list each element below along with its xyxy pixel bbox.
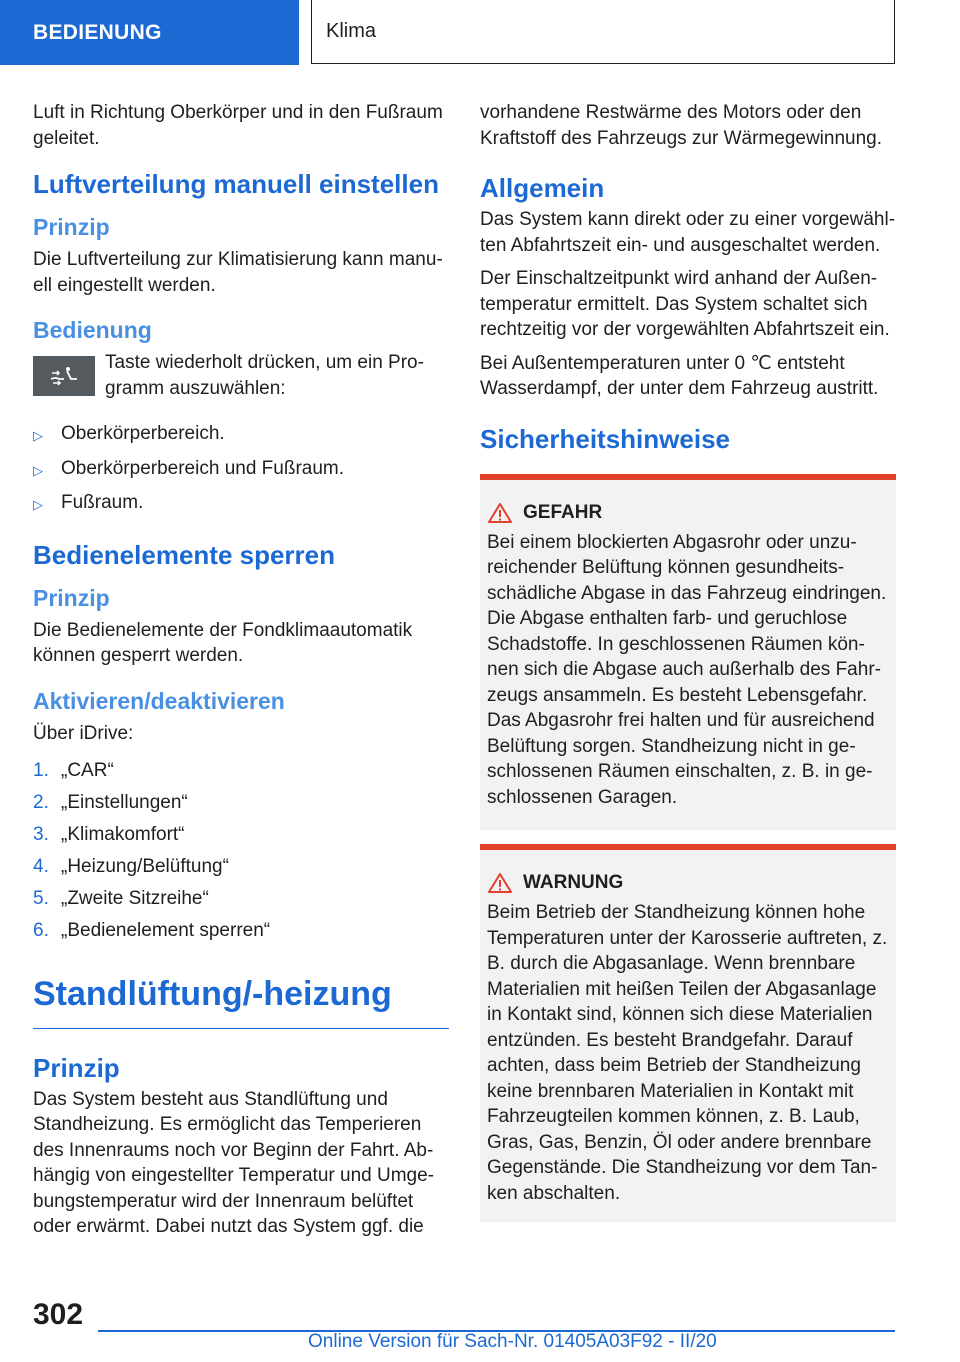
main-heading: Standlüftung/-heizung <box>33 974 449 1029</box>
footer-version: Online Version für Sach-Nr. 01405A03F92 - II/20 <box>308 1331 717 1352</box>
left-column <box>33 100 449 1248</box>
subheading: Aktivieren/deaktivieren <box>33 687 285 714</box>
warning-triangle-icon <box>487 502 513 524</box>
heading: Prinzip <box>33 1052 120 1083</box>
program-list <box>33 421 449 518</box>
operation-row <box>33 350 449 401</box>
paragraph: Über iDrive: <box>33 722 134 744</box>
danger-text: Bei einem blockierten Abgasrohr oder unzureichender Belüftung können gesundheitsschädliche Abgase in das Fahrzeug eindringen. Die Abgase enthalten farb- und geruchlose Schadstoffe. In geschlossenen Räumen können sich die Abgase auch außerhalb des Fahrzeugs ansammeln. Es besteht Lebensgefahr. Das Abgasrohr frei halten und für ausreichend Belüftung sorgen. Standheizung nicht in geschlossenen Räumen einschalten, z. B. in geschlossenen Garagen. <box>487 531 887 808</box>
list-item: 1. „CAR“ <box>33 760 114 781</box>
section-tab: BEDIENUNG <box>0 0 299 65</box>
danger-label: GEFAHR <box>523 501 603 523</box>
list-item: ▷ Oberkörperbereich und Fußraum. <box>33 456 449 484</box>
list-item: 2. „Einstellungen“ <box>33 792 188 813</box>
list-item: ▷ Oberkörperbereich. <box>33 421 449 449</box>
air-distribution-button-icon <box>33 356 95 396</box>
list-item: 3. „Klimakomfort“ <box>33 824 185 845</box>
heading: Luftverteilung manuell einstellen <box>33 169 439 199</box>
paragraph: vorhandene Restwärme des Motors oder den Kraftstoff des Fahrzeugs zur Wärmegewinnung. <box>480 102 883 149</box>
list-item: ▷ Fußraum. <box>33 490 449 518</box>
page-number: 302 <box>33 1298 84 1331</box>
warning-box <box>480 844 896 1222</box>
list-item: 4. „Heizung/Belüftung“ <box>33 856 229 877</box>
heading: Sicherheitshinweise <box>480 423 730 454</box>
triangle-bullet-icon: ▷ <box>33 462 43 478</box>
paragraph: Taste wiederholt drücken, um ein Programm auszuwählen: <box>105 352 424 399</box>
paragraph: Das System besteht aus Standlüftung und Standheizung. Es ermöglicht das Temperieren des Innenraums noch vor Beginn der Fahrt. Abhängig von eingestellter Temperatur und Umgebungstemperatur wird der Innenraum belüftet oder erwärmt. Dabei nutzt das System ggf. die <box>33 1088 434 1237</box>
warning-label: WARNUNG <box>523 872 624 893</box>
idrive-steps <box>33 758 449 944</box>
list-item: 5. „Zweite Sitzreihe“ <box>33 888 209 909</box>
subheading: Prinzip <box>33 214 110 240</box>
right-column <box>480 100 896 1236</box>
paragraph: Das System kann direkt oder zu einer vorgewählten Abfahrtszeit ein- und ausgeschaltet werden. <box>480 209 896 256</box>
list-item: 6. „Bedienelement sperren“ <box>33 920 271 941</box>
paragraph: Die Luftverteilung zur Klimatisierung kann manuell eingestellt werden. <box>33 249 443 296</box>
triangle-bullet-icon: ▷ <box>33 428 43 443</box>
paragraph: Luft in Richtung Oberkörper und in den Fußraum geleitet. <box>33 102 443 149</box>
warning-triangle-icon <box>487 872 513 894</box>
paragraph: Die Bedienelemente der Fondklimaautomatik können gesperrt werden. <box>33 619 413 666</box>
danger-header <box>487 502 888 524</box>
chapter-title: Klima <box>311 0 895 64</box>
paragraph: Bei Außentemperaturen unter 0 ℃ entsteht Wasserdampf, der unter dem Fahrzeug austritt. <box>480 352 879 399</box>
heading: Bedienelemente sperren <box>33 539 336 570</box>
warning-text: Beim Betrieb der Standheizung können hohe Temperaturen unter der Karosserie auftreten, z. B. durch die Abgasanlage. Wenn brennbare Materialien mit heißen Teilen der Abgasanlage in Kontakt sind, können sich diese Materialien entzünden. Es besteht Brandgefahr. Darauf achten, dass beim Betrieb der Standheizung keine brennbaren Materialien in Kontakt mit Fahrzeugteilen kommen können, z. B. Laub, Gras, Gas, Benzin, Öl oder andere brennbare Gegenstände. Die Standheizung vor dem Tanken abschalten. <box>487 902 888 1204</box>
danger-box <box>480 474 896 831</box>
heading: Allgemein <box>480 173 605 203</box>
warning-header <box>487 872 888 894</box>
triangle-bullet-icon: ▷ <box>33 497 43 512</box>
paragraph: Der Einschaltzeitpunkt wird anhand der Außentemperatur ermittelt. Das System schaltet sich rechtzeitig vor der vorgewählten Abfahrtszeit ein. <box>480 268 890 340</box>
subheading: Prinzip <box>33 584 110 611</box>
subheading: Bedienung <box>33 317 152 343</box>
